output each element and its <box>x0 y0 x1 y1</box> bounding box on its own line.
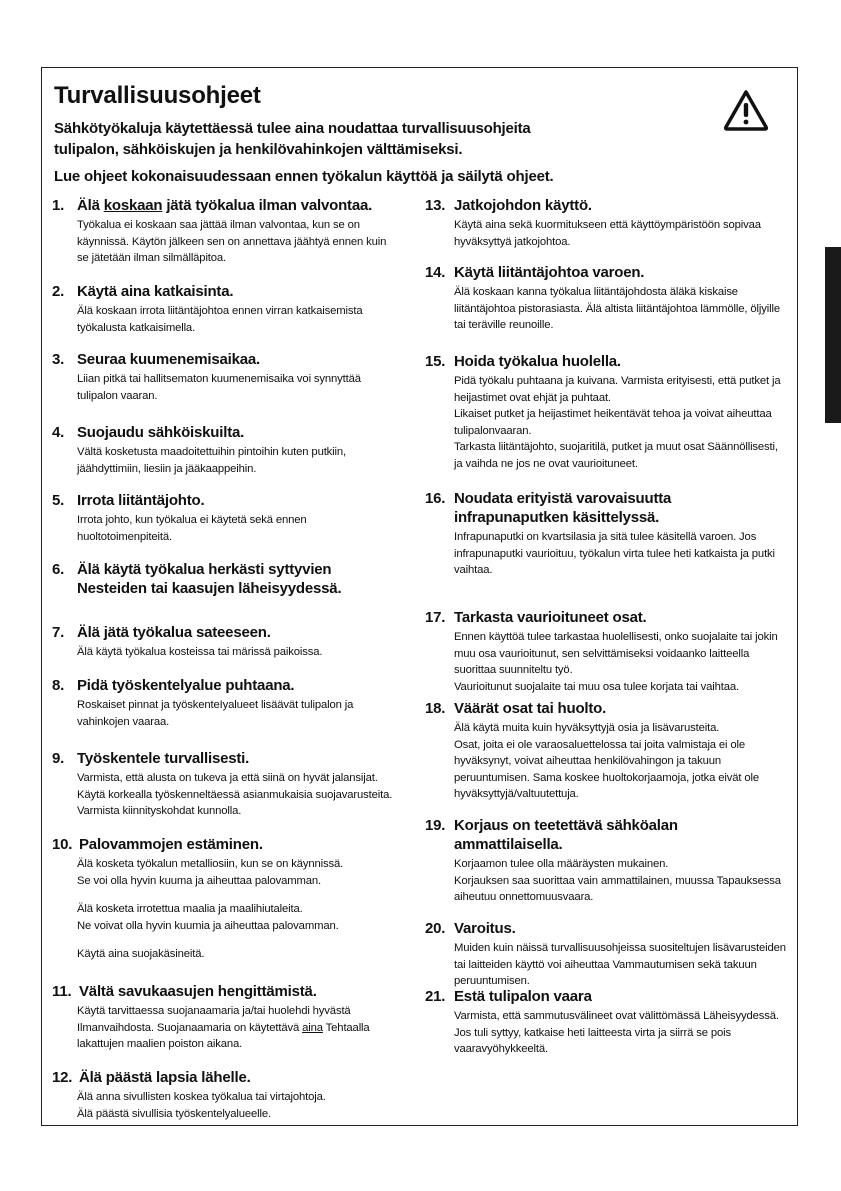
item-number: 3. <box>52 351 65 368</box>
item-paragraph: Älä käytä muita kuin hyväksyttyjä osia ja lisävarusteita. <box>454 722 720 734</box>
item-paragraph: Vältä kosketusta maadoitettuihin pintoihin kuten putkiin, jäähdyttimiin, liesiin ja jääkaappeihin. <box>77 446 347 475</box>
item-number: 8. <box>52 677 65 694</box>
item-number: 1. <box>52 197 65 214</box>
safety-item-19 <box>425 816 787 906</box>
item-number: 6. <box>52 561 65 578</box>
item-paragraph: Pidä työkalu puhtaana ja kuivana. Varmista erityisesti, että putket ja heijastimet ovat ehjät ja puhtaat. <box>454 375 781 404</box>
item-paragraph: Ennen käyttöä tulee tarkastaa huolellisesti, onko suojalaite tai jokin muu osa vaurioitunut, sen selvittämiseksi voidaanko laitteella suorittaa suunniteltu työ. <box>454 631 778 677</box>
safety-item-heading <box>425 352 787 371</box>
item-paragraph: Vaurioitunut suojalaite tai muu osa tulee korjata tai vaihtaa. <box>454 680 740 693</box>
item-paragraph: Älä anna sivullisten koskea työkalua tai virtajohtoja. <box>77 1091 326 1103</box>
safety-item-20 <box>425 919 787 990</box>
item-description <box>454 373 787 473</box>
item-title: Hoida työkalua huolella. <box>454 353 621 370</box>
item-paragraph: Irrota johto, kun työkalua ei käytetä sekä ennen huoltotoimenpiteitä. <box>77 514 307 543</box>
item-title-part: Älä <box>77 197 104 214</box>
item-number: 18. <box>425 700 446 717</box>
item-title: Vältä savukaasujen hengittämistä. <box>79 983 317 1000</box>
item-title: Estä tulipalon vaara <box>454 988 592 1005</box>
item-paragraph: Varmista, että alusta on tukeva ja että siinä on hyvät jalansijat. Käytä korkealla työskenneltäessä asianmukaisia suojavarusteita. Varmista kiinnityskohdat kunnolla. <box>77 772 393 818</box>
item-paragraph: Roskaiset pinnat ja työskenteIyalueet lisäävät tulipalon ja vahinkojen vaaraa. <box>77 699 354 728</box>
safety-item-heading <box>425 196 787 215</box>
item-description <box>454 1008 787 1058</box>
item-title <box>77 196 394 215</box>
safety-item-10 <box>52 835 394 963</box>
safety-item-21 <box>425 987 787 1058</box>
item-title: Palovammojen estäminen. <box>79 836 263 853</box>
item-title: Irrota liitäntäjohto. <box>77 492 205 509</box>
safety-item-17 <box>425 608 787 695</box>
safety-item-13 <box>425 196 787 250</box>
right-column <box>425 196 787 1126</box>
safety-item-heading <box>52 491 394 510</box>
paragraph-gap <box>77 889 394 901</box>
item-number: 11. <box>52 983 72 1000</box>
safety-item-heading <box>52 982 394 1001</box>
safety-item-heading <box>52 350 394 369</box>
warning-triangle-icon <box>722 88 770 132</box>
item-title: Käytä aina katkaisinta. <box>77 283 234 300</box>
item-number: 16. <box>425 490 446 507</box>
item-paragraph: Osat, joita ei ole varaosaluettelossa tai joita valmistaja ei ole hyväksynyt, voivat aiheuttaa henkilövahingon ja takuun peruuntumisen. Sama koskee huoltokorjaamoja, jotka eivät ole hyväksyttyjä/valtuutettuja. <box>454 738 759 801</box>
item-description <box>77 371 394 404</box>
section-tab-marker <box>825 247 841 423</box>
item-title-part: jätä työkalua ilman valvontaa. <box>162 197 373 214</box>
item-paragraph: Korjauksen saa suorittaa vain ammattilainen, muussa Tapauksessa aiheutuu onnettomuusvaara. <box>454 874 781 904</box>
item-number: 14. <box>425 264 446 281</box>
item-description <box>77 856 394 963</box>
safety-item-heading <box>425 263 787 282</box>
item-title: Korjaus on teetettävä sähköalan ammattilaisella. <box>454 817 678 853</box>
safety-item-heading <box>52 282 394 301</box>
safety-item-3 <box>52 350 394 404</box>
safety-item-heading <box>52 676 394 695</box>
safety-item-12 <box>52 1068 394 1122</box>
item-paragraph: Muiden kuin näissä turvallisuusohjeissa suositeltujen lisävarusteiden tai laitteiden käyttö voi aiheuttaa Vammautumisen sekä takuun peruuntumisen. <box>454 942 786 988</box>
item-paragraph: Infrapunaputki on kvartsilasia ja sitä tulee käsitellä varoen. Jos infrapunaputki vaurioituu, työkalun virta tulee heti katkaista ja putki vaihtaa. <box>454 531 775 577</box>
item-description <box>77 697 394 730</box>
item-number: 2. <box>52 283 65 300</box>
intro-line-1: Sähkötyökaluja käytettäessä tulee aina noudattaa turvallisuusohjeita <box>54 120 531 137</box>
safety-item-6 <box>52 560 394 598</box>
safety-item-16 <box>425 489 787 579</box>
item-title: Suojaudu sähköiskuilta. <box>77 424 245 441</box>
item-number: 15. <box>425 353 446 370</box>
left-column <box>52 196 394 1126</box>
read-instructions-text: Lue ohjeet kokonaisuudessaan ennen työkalun käyttöä ja säilytä ohjeet. <box>54 168 554 185</box>
item-paragraph: Likaiset putket ja heijastimet heikentävät tehoa ja voivat aiheuttaa tulipalonvaaran. <box>454 408 772 437</box>
item-description <box>454 856 787 906</box>
safety-item-heading <box>52 623 394 642</box>
item-description <box>454 529 787 579</box>
safety-item-7 <box>52 623 394 661</box>
paragraph-gap <box>77 934 394 946</box>
safety-item-heading <box>52 1068 394 1087</box>
safety-item-2 <box>52 282 394 336</box>
safety-item-heading <box>425 699 787 718</box>
item-number: 5. <box>52 492 65 509</box>
item-title: Älä käytä työkalua herkästi syttyvien Nesteiden tai kaasujen läheisyydessä. <box>77 561 342 597</box>
safety-item-5 <box>52 491 394 545</box>
item-number: 9. <box>52 750 65 767</box>
item-paragraph: Se voi olla hyvin kuuma ja aiheuttaa palovamman. <box>77 874 321 887</box>
item-number: 21. <box>425 988 446 1005</box>
item-description <box>77 512 394 545</box>
item-title: Jatkojohdon käyttö. <box>454 197 592 214</box>
item-description <box>77 770 394 820</box>
item-title: Väärät osat tai huolto. <box>454 700 607 717</box>
item-paragraph: Älä päästä sivullisia työskentelyalueelle. <box>77 1107 272 1120</box>
item-title-underlined: koskaan <box>103 197 163 214</box>
item-description <box>77 303 394 336</box>
page-title: Turvallisuusohjeet <box>54 82 261 109</box>
safety-item-8 <box>52 676 394 730</box>
item-description <box>454 284 787 334</box>
safety-item-heading <box>52 196 394 215</box>
item-title: Noudata erityistä varovaisuutta infrapunaputken käsittelyssä. <box>454 490 672 526</box>
safety-item-11 <box>52 982 394 1053</box>
item-paragraph: Käytä aina sekä kuormitukseen että käyttöympäristöön sopivaa hyväksyttyä jatkojohtoa. <box>454 219 761 248</box>
item-description <box>77 1089 394 1122</box>
item-description <box>77 1003 394 1053</box>
item-paragraph: Liian pitkä tai hallitsematon kuumenemisaika voi synnyttää tulipalon vaaran. <box>77 373 361 402</box>
item-number: 20. <box>425 920 446 937</box>
safety-item-heading <box>425 489 787 527</box>
item-paragraph: Tarkasta liitäntäjohto, suojaritilä, putket ja muut osat Säännöllisesti, ja vaihda ne jos ne ovat vaurioituneet. <box>454 441 778 470</box>
item-body-underlined: aina <box>302 1021 323 1034</box>
item-title: Työskentele turvallisesti. <box>77 750 250 767</box>
safety-item-14 <box>425 263 787 334</box>
safety-item-1 <box>52 196 394 267</box>
item-title: Pidä työskentelyalue puhtaana. <box>77 677 295 694</box>
item-description <box>77 217 394 267</box>
safety-item-heading <box>52 835 394 854</box>
safety-item-heading <box>52 560 394 598</box>
item-description <box>77 644 394 661</box>
item-paragraph: Älä kosketa työkalun metalliosiin, kun se on käynnissä. <box>77 858 344 870</box>
item-paragraph: Älä koskaan kanna työkalua liitäntäjohdosta äläkä kiskaise liitäntäjohtoa pistorasiasta. Älä altista liitäntäjohtoa lämmölle, öljyille tai teräville reunoille. <box>454 286 780 332</box>
intro-text <box>54 118 614 160</box>
item-number: 7. <box>52 624 65 641</box>
item-number: 13. <box>425 197 446 214</box>
safety-item-15 <box>425 352 787 473</box>
intro-line-2: tulipalon, sähköiskujen ja henkilövahinkojen välttämiseksi. <box>54 141 463 158</box>
item-number: 12. <box>52 1069 73 1086</box>
item-number: 19. <box>425 817 446 834</box>
item-title: Varoitus. <box>454 920 516 937</box>
item-paragraph: Älä käytä työkalua kosteissa tai märissä paikoissa. <box>77 646 323 658</box>
item-number: 17. <box>425 609 446 626</box>
item-paragraph: Korjaamon tulee olla määräysten mukainen. <box>454 858 669 870</box>
safety-item-heading <box>52 423 394 442</box>
item-title: Käytä liitäntäjohtoa varoen. <box>454 264 645 281</box>
item-paragraph: Käytä aina suojakäsineitä. <box>77 948 205 961</box>
safety-item-4 <box>52 423 394 477</box>
safety-item-heading <box>425 987 787 1006</box>
item-paragraph: Ne voivat olla hyvin kuumia ja aiheuttaa palovamman. <box>77 919 339 932</box>
safety-item-heading <box>425 816 787 854</box>
safety-item-9 <box>52 749 394 820</box>
item-paragraph: Varmista, että sammutusvälineet ovat välittömässä Läheisyydessä. Jos tuli syttyy, katkaise heti laitteesta virta ja siirrä se pois vaaravyöhykkeeltä. <box>454 1010 779 1056</box>
safety-item-heading <box>425 919 787 938</box>
item-title: Seuraa kuumenemisaikaa. <box>77 351 261 368</box>
item-body-part: Tehtaalla lakattujen maalien poiston aikana. <box>77 1021 370 1051</box>
item-paragraph: Älä koskaan irrota liitäntäjohtoa ennen virran katkaisemista työkalusta katkaisimella. <box>77 305 363 334</box>
item-description <box>454 217 787 250</box>
item-description <box>454 940 787 990</box>
item-number: 4. <box>52 424 65 441</box>
item-title: Älä päästä lapsia lähelle. <box>79 1069 251 1086</box>
item-number: 10. <box>52 836 73 853</box>
item-body-part: Käytä tarvittaessa suojanaamaria ja/tai huolehdi hyvästä Ilmanvaihdosta. Suojanaamaria on käytettävä <box>77 1005 351 1034</box>
item-title: Älä jätä työkalua sateeseen. <box>77 624 271 641</box>
safety-item-heading <box>425 608 787 627</box>
item-paragraph: Älä kosketa irrotettua maalia ja maalihiutaleita. <box>77 903 303 916</box>
safety-item-heading <box>52 749 394 768</box>
item-description <box>454 629 787 695</box>
item-title: Tarkasta vaurioituneet osat. <box>454 609 647 626</box>
item-description <box>454 720 787 803</box>
safety-item-18 <box>425 699 787 803</box>
item-paragraph: Työkalua ei koskaan saa jättää ilman valvontaa, kun se on käynnissä. Käytön jälkeen sen on annettava jäähtyä ennen kuin se jätetään ilman silmälläpitoa. <box>77 219 387 265</box>
item-description <box>77 444 394 477</box>
